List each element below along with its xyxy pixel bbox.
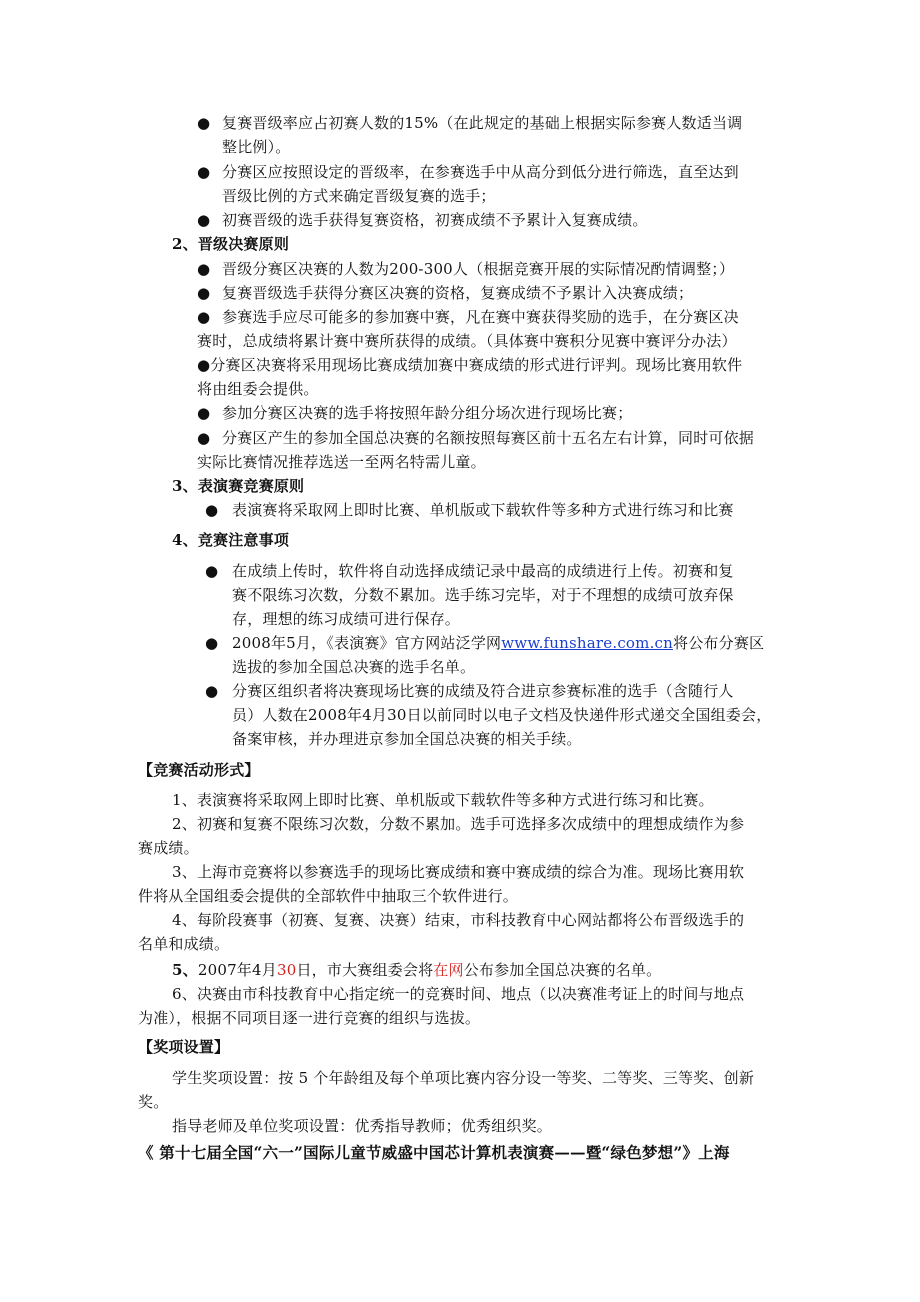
highlight-text: 30 <box>276 961 297 979</box>
text-line: 指导老师及单位奖项设置：优秀指导教师；优秀组织奖。 <box>172 1117 553 1135</box>
text-line: 奖。 <box>138 1093 169 1111</box>
text-line: 分赛区应按照设定的晋级率，在参赛选手中从高分到低分进行筛选，直至达到 <box>222 163 739 181</box>
text-line: 存，理想的练习成绩可进行保存。 <box>232 610 461 628</box>
text-line: 选拔的参加全国总决赛的选手名单。 <box>232 658 476 676</box>
bullet-icon: ● <box>197 429 211 447</box>
highlight-text: 在网 <box>433 961 464 979</box>
text-line: 员）人数在2008年4月30日以前同时以电子文档及快递件形式递交全国组委会， <box>232 706 772 724</box>
text-line <box>172 960 661 980</box>
text-fragment: 公布参加全国总决赛的名单。 <box>463 961 662 979</box>
text-fragment: 将公布分赛区 <box>673 634 765 652</box>
bullet-icon: ● <box>205 634 219 652</box>
section-heading: 【奖项设置】 <box>138 1038 230 1056</box>
bullet-icon: ● <box>197 284 211 302</box>
text-line: 分赛区产生的参加全国总决赛的名额按照每赛区前十五名左右计算，同时可依据 <box>222 429 755 447</box>
text-line: 表演赛将采取网上即时比赛、单机版或下载软件等多种方式进行练习和比赛 <box>232 501 734 519</box>
text-line: 名单和成绩。 <box>138 935 230 953</box>
text-fragment: 2008年5月，《表演赛》官方网站泛学网 <box>232 634 502 652</box>
text-line: ●分赛区决赛将采用现场比赛成绩加赛中赛成绩的形式进行评判。现场比赛用软件 <box>197 356 743 374</box>
website-link[interactable]: www.funshare.com.cn <box>501 634 674 652</box>
text-line: 学生奖项设置：按 5 个年龄组及每个单项比赛内容分设一等奖、二等奖、三等奖、创新 <box>172 1069 755 1087</box>
text-line: 在成绩上传时，软件将自动选择成绩记录中最高的成绩进行上传。初赛和复 <box>232 562 734 580</box>
bullet-icon: ● <box>197 404 211 422</box>
text-line: 分赛区组织者将决赛现场比赛的成绩及符合进京参赛标准的选手（含随行人 <box>232 682 734 700</box>
text-fragment: 2007年4月 <box>197 961 277 979</box>
text-line: 备案审核，并办理进京参加全国总决赛的相关手续。 <box>232 730 582 748</box>
section-heading: 2、晋级决赛原则 <box>172 235 290 253</box>
section-heading: 3、表演赛竞赛原则 <box>172 477 305 495</box>
text-line: 复赛晋级率应占初赛人数的15%（在此规定的基础上根据实际参赛人数适当调 <box>222 114 743 132</box>
text-line: 3、上海市竞赛将以参赛选手的现场比赛成绩和赛中赛成绩的综合为准。现场比赛用软 <box>172 863 745 881</box>
text-line: 实际比赛情况推荐选送一至两名特需儿童。 <box>197 453 486 471</box>
next-section-title: 《 第十七届全国“六一”国际儿童节威盛中国芯计算机表演赛——暨“绿色梦想”》上海 <box>138 1143 730 1162</box>
bullet-icon: ● <box>205 562 219 580</box>
text-line <box>232 633 764 653</box>
bullet-icon: ● <box>197 211 211 229</box>
text-line: 4、每阶段赛事（初赛、复赛、决赛）结束，市科技教育中心网站都将公布晋级选手的 <box>172 911 745 929</box>
text-line: 晋级比例的方式来确定晋级复赛的选手； <box>222 187 496 205</box>
text-line: 为准），根据不同项目逐一进行竞赛的组织与选拔。 <box>138 1009 481 1027</box>
text-line: 将由组委会提供。 <box>197 380 319 398</box>
bullet-icon: ● <box>205 682 219 700</box>
section-heading: 【竞赛活动形式】 <box>138 761 260 779</box>
text-line: 1、表演赛将采取网上即时比赛、单机版或下载软件等多种方式进行练习和比赛。 <box>172 791 714 809</box>
bullet-icon: ● <box>205 501 219 519</box>
section-heading: 4、竞赛注意事项 <box>172 531 290 549</box>
text-line: 复赛晋级选手获得分赛区决赛的资格，复赛成绩不予累计入决赛成绩； <box>222 284 694 302</box>
text-line: 赛成绩。 <box>138 839 199 857</box>
text-line: 6、决赛由市科技教育中心指定统一的竞赛时间、地点（以决赛准考证上的时间与地点 <box>172 985 745 1003</box>
bullet-icon: ● <box>197 163 211 181</box>
text-line: 赛不限练习次数，分数不累加。选手练习完毕，对于不理想的成绩可放弃保 <box>232 586 734 604</box>
text-line: 参加分赛区决赛的选手将按照年龄分组分场次进行现场比赛； <box>222 404 633 422</box>
text-line: 晋级分赛区决赛的人数为200-300人（根据竞赛开展的实际情况酌情调整；） <box>222 260 735 278</box>
bullet-icon: ● <box>197 308 211 326</box>
bullet-icon: ● <box>197 260 211 278</box>
text-line: 参赛选手应尽可能多的参加赛中赛，凡在赛中赛获得奖励的选手，在分赛区决 <box>222 308 739 326</box>
text-fragment: 日，市大赛组委会将 <box>296 961 434 979</box>
bullet-icon: ● <box>197 114 211 132</box>
text-line: 2、初赛和复赛不限练习次数，分数不累加。选手可选择多次成绩中的理想成绩作为参 <box>172 815 745 833</box>
text-line: 初赛晋级的选手获得复赛资格，初赛成绩不予累计入复赛成绩。 <box>222 211 648 229</box>
text-line: 整比例）。 <box>222 138 291 156</box>
text-line: 赛时，总成绩将累计赛中赛所获得的成绩。（具体赛中赛积分见赛中赛评分办法） <box>197 332 737 350</box>
text-line: 件将从全国组委会提供的全部软件中抽取三个软件进行。 <box>138 887 519 905</box>
text-fragment: 5、 <box>172 961 198 979</box>
